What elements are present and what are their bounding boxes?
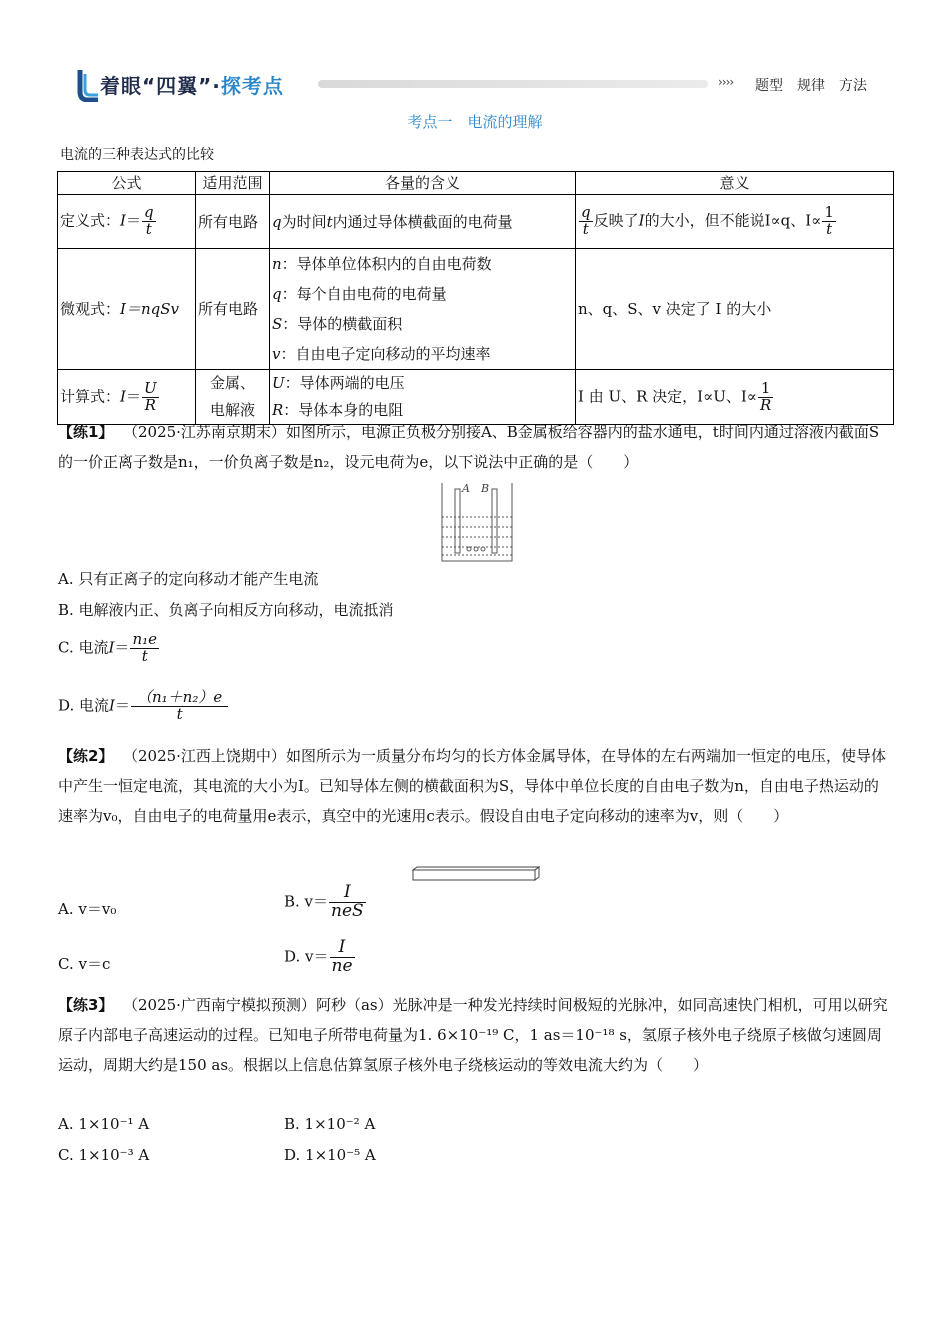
exercise-1-option-d: D. 电流I＝ $\frac{\text{（n₁＋n₂）e}}{t}$ [58,690,229,723]
meaning-text: ：导体的横截面积 [282,315,403,333]
exercise-3-option-c: C. 1×10⁻³ A [58,1146,150,1164]
option-label: D. v＝ [284,947,329,966]
fraction-numerator: q [581,203,591,222]
fraction-denominator: R [759,395,772,414]
meaning-line [272,339,573,369]
fraction-numerator: 1 [824,203,834,222]
meaning-var: n [272,255,282,273]
exercise-1-option-c: C. 电流I＝ $\frac{\text{n₁e}}{t}$ [58,630,157,665]
scope-cell: 所有电路 [196,195,270,249]
meaning-cell [270,249,576,370]
fraction-denominator: neS [331,900,364,921]
meaning-var: S [272,315,283,333]
table-row [58,249,894,370]
header-nav-item: 方法 [839,78,867,94]
significance-text: I 由 U、R 决定，I∝U、I∝ [578,387,757,405]
figure-label-b: B [481,482,490,495]
figure-label-a: A [462,482,470,495]
formula-cell [58,249,196,370]
exercise-2-stem [58,741,890,831]
significance-relation: I∝q、I∝ [764,211,822,230]
table-caption: 电流的三种表达式的比较 [60,147,214,163]
formula-label: 微观式： [60,300,121,318]
fraction-denominator: t [176,704,183,723]
significance-cell: n、q、S、v 决定了 I 的大小 [576,249,894,370]
section-title: 考点一 电流的理解 [407,113,543,131]
table-header-cell: 各量的含义 [270,172,576,195]
exercise-source: （2025·江苏南京期末） [122,423,286,441]
formula-var: I [120,387,126,405]
fraction-denominator: t [582,220,589,238]
formula-fraction [142,205,156,238]
fraction-numerator: I [329,884,366,903]
exercise-stem-text: 阿秒（as）光脉冲是一种发光持续时间极短的光脉冲，如同高速快门相机，可用以研究原子内部电子高速运动的过程。已知电子所带电荷量为1. 6×10⁻¹⁹ C，1 as＝10⁻¹⁸ s，氢原子核外电子绕原子核做匀速圆周运动，周期大约是150 as。根据以上信息估算氢原子核外电子绕核运动的等效电流大约为（ ） [58,996,888,1074]
exercise-3-option-d: D. 1×10⁻⁵ A [284,1146,376,1164]
significance-text: 的大小，但不能说 [644,211,765,230]
meaning-var: R [272,401,284,419]
header-logo-icon [76,68,98,102]
significance-fraction [579,205,593,238]
header-divider-bar [318,80,708,88]
exercise-source: （2025·江西上饶期中） [122,747,286,765]
meaning-line [272,370,573,397]
exercise-2-option-c: C. v＝c [58,955,111,973]
table-header-cell: 公式 [58,172,196,195]
scope-cell: 所有电路 [196,249,270,370]
meaning-var: U [272,374,285,392]
meaning-text: 为时间 [281,212,327,231]
scope-line: 电解液 [209,401,255,419]
meaning-text: ：导体本身的电阻 [283,401,404,419]
table-header-row [58,172,894,195]
significance-fraction [822,205,836,238]
exercise-source: （2025·广西南宁模拟预测） [122,996,316,1014]
fraction-numerator: （n₁＋n₂）e [131,690,228,707]
exercise-stem-text: 如图所示为一质量分布均匀的长方体金属导体，在导体的左右两端加一恒定的电压，使导体中产生一恒定电流，其电流的大小为I。已知导体左侧的横截面积为S，导体中单位长度的自由电子数为n，自由电子热运动的速率为v₀，自由电子的电荷量用e表示，真空中的光速用c表示。假设自由电子定向移动的速率为v，则（ ） [58,747,886,825]
formula-text: I＝nqSv [120,300,179,318]
significance-var: I [638,211,645,230]
chevrons-icon: ›››› [718,75,734,89]
fraction-denominator: t [141,646,148,665]
meaning-text: ：每个自由电荷的电荷量 [281,285,447,303]
fraction-numerator: q [143,203,154,222]
formula-fraction [142,378,159,414]
exercise-2-option-b [284,884,367,921]
option-fraction [130,632,159,665]
table-header-cell: 适用范围 [196,172,270,195]
comparison-table [57,171,894,425]
exercise-tag: 【练1】 [58,423,114,441]
formula-cell: 计算式：I＝ $\frac{U}{R}$ [58,370,196,425]
fraction-denominator: t [826,220,833,238]
option-label: D. 电流 [58,696,110,715]
fraction-denominator: R [144,395,156,414]
table-header-cell: 意义 [576,172,894,195]
header-nav [755,75,881,95]
option-fraction [131,690,228,723]
meaning-line [272,309,573,339]
fraction-denominator: t [145,220,152,238]
formula-label: 定义式： [60,211,121,230]
meaning-var: q [272,285,282,303]
exercise-3-stem [58,990,890,1080]
fraction-numerator: I [330,939,355,958]
fraction-numerator: n₁e [132,630,157,648]
exercise-1-option-a: A. 只有正离子的定向移动才能产生电流 [58,570,319,588]
formula-label: 计算式： [60,387,121,405]
fraction-numerator: U [143,378,157,397]
conductor-figure [412,866,540,882]
exercise-stem-text: 如图所示，电源正负极分别接A、B金属板给容器内的盐水通电，t时间内通过溶液内截面S的一价正离子数是n₁，一价负离子数是n₂，设元电荷为e，以下说法中正确的是（ ） [58,423,880,471]
fraction-numerator: 1 [758,381,773,398]
exercise-tag: 【练2】 [58,747,114,765]
significance-cell [576,195,894,249]
meaning-text: ：自由电子定向移动的平均速率 [280,345,491,363]
meaning-var: t [326,212,333,231]
electrolysis-figure [440,483,514,563]
header-title-accent: 探考点 [220,74,284,98]
meaning-var: q [272,212,282,231]
exercise-2-option-d [284,939,356,976]
exercise-3-option-b: B. 1×10⁻² A [284,1115,376,1133]
header-title-main: 着眼“四翼”· [100,74,221,98]
significance-fraction [758,378,773,414]
exercise-tag: 【练3】 [58,996,114,1014]
meaning-line [272,279,573,309]
exercise-3-option-a: A. 1×10⁻¹ A [58,1115,150,1133]
fraction-denominator: ne [331,955,353,976]
meaning-cell [270,195,576,249]
exercise-2-option-a: A. v＝v₀ [58,900,117,918]
significance-text: 反映了 [593,211,639,230]
scope-line: 金属、 [209,374,255,392]
option-fraction [330,939,355,976]
meaning-text: ：导体单位体积内的自由电荷数 [281,255,492,273]
option-fraction [329,884,366,921]
exercise-1-stem [58,417,890,477]
option-label: C. 电流 [58,638,109,657]
header-nav-item: 题型 [755,78,783,94]
formula-cell: 定义式：I＝ $\frac{q}{t}$ [58,195,196,249]
header-nav-item: 规律 [797,78,825,94]
meaning-var: v [272,345,281,363]
formula-var: I [120,211,126,230]
meaning-line [272,249,573,279]
meaning-text: 内通过导体横截面的电荷量 [332,212,513,231]
table-row [58,195,894,249]
header-title [100,70,284,99]
option-label: B. v＝ [284,892,329,911]
meaning-text: ：导体两端的电压 [284,374,405,392]
exercise-1-option-b: B. 电解液内正、负离子向相反方向移动，电流抵消 [58,601,394,619]
